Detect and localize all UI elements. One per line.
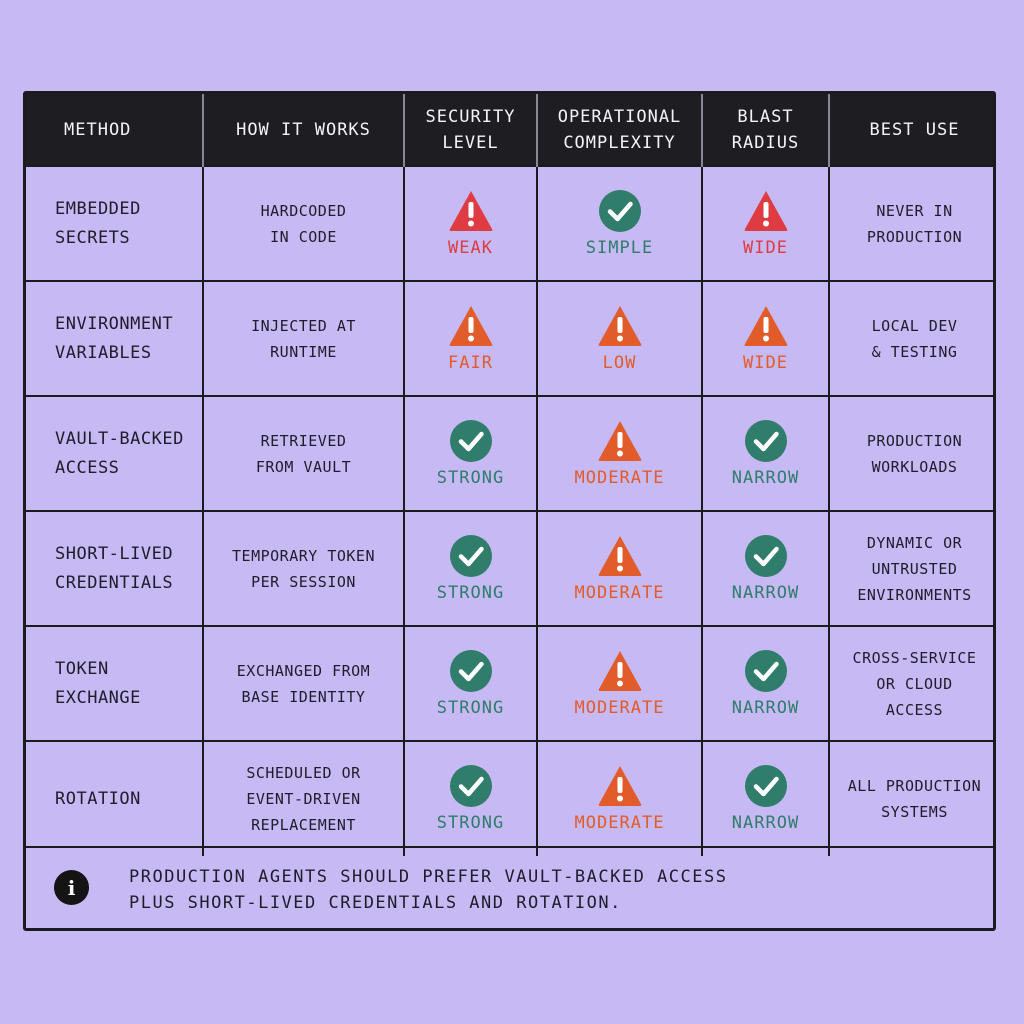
- secrets-methods-table: [26, 94, 996, 856]
- table-body: [26, 166, 996, 856]
- warning-icon: [597, 303, 643, 349]
- blast-radius-cell: [702, 166, 829, 281]
- method-name: EMBEDDED SECRETS: [55, 198, 141, 248]
- operational-complexity-label: LOW: [602, 352, 637, 373]
- security-level-label: STRONG: [436, 467, 505, 488]
- method-cell: [26, 166, 203, 281]
- security-level-label: FAIR: [448, 352, 493, 373]
- operational-complexity-cell: [537, 396, 702, 511]
- column-header-security-level: SECURITY LEVEL: [404, 94, 537, 166]
- best-use-text: CROSS-SERVICE OR CLOUD ACCESS: [852, 648, 977, 719]
- warning-icon: [448, 188, 494, 234]
- operational-complexity-rating: [544, 418, 695, 490]
- how-it-works-cell: [203, 281, 404, 396]
- how-it-works-text: HARDCODED IN CODE: [260, 201, 347, 246]
- info-icon: i: [54, 870, 89, 905]
- security-level-cell: [404, 626, 537, 741]
- how-it-works-text: RETRIEVED FROM VAULT: [255, 431, 352, 476]
- how-it-works-cell: [203, 166, 404, 281]
- best-use-cell: [829, 626, 996, 741]
- security-level-rating: [411, 533, 530, 605]
- security-level-cell: [404, 281, 537, 396]
- security-level-rating: [411, 763, 530, 835]
- operational-complexity-rating: [544, 648, 695, 720]
- method-cell: [26, 626, 203, 741]
- security-level-rating: [411, 188, 530, 260]
- operational-complexity-cell: [537, 626, 702, 741]
- how-it-works-cell: [203, 511, 404, 626]
- operational-complexity-cell: [537, 166, 702, 281]
- operational-complexity-cell: [537, 741, 702, 856]
- column-header-method: METHOD: [64, 119, 132, 140]
- blast-radius-rating: [709, 303, 822, 375]
- best-use-text: PRODUCTION WORKLOADS: [866, 431, 963, 476]
- security-level-cell: [404, 511, 537, 626]
- blast-radius-cell: [702, 396, 829, 511]
- blast-radius-rating: [709, 188, 822, 260]
- warning-icon: [743, 303, 789, 349]
- check-icon: [448, 648, 494, 694]
- operational-complexity-cell: [537, 511, 702, 626]
- blast-radius-label: NARROW: [731, 697, 800, 718]
- how-it-works-cell: [203, 396, 404, 511]
- how-it-works-cell: [203, 626, 404, 741]
- how-it-works-cell: [203, 741, 404, 856]
- blast-radius-label: WIDE: [743, 237, 788, 258]
- column-header-blast-radius: BLAST RADIUS: [702, 94, 829, 166]
- warning-icon: [448, 303, 494, 349]
- method-cell: [26, 396, 203, 511]
- table-row-rotation: [26, 741, 996, 856]
- best-use-text: ALL PRODUCTION SYSTEMS: [847, 777, 982, 821]
- security-level-rating: [411, 648, 530, 720]
- blast-radius-label: WIDE: [743, 352, 788, 373]
- warning-icon: [597, 763, 643, 809]
- footer-note-text: PRODUCTION AGENTS SHOULD PREFER VAULT-BACKED ACCESS PLUS SHORT-LIVED CREDENTIALS AND ROTATION.: [129, 867, 728, 913]
- table-header-row: [26, 94, 996, 166]
- warning-icon: [597, 533, 643, 579]
- security-level-label: WEAK: [448, 237, 493, 258]
- how-it-works-text: EXCHANGED FROM BASE IDENTITY: [236, 661, 371, 706]
- security-level-cell: [404, 741, 537, 856]
- best-use-cell: [829, 396, 996, 511]
- method-name: TOKEN EXCHANGE: [55, 658, 141, 708]
- operational-complexity-label: SIMPLE: [585, 237, 654, 258]
- security-level-cell: [404, 166, 537, 281]
- best-use-cell: [829, 511, 996, 626]
- comparison-card: [23, 91, 996, 931]
- method-cell: [26, 511, 203, 626]
- security-level-label: STRONG: [436, 813, 505, 833]
- best-use-cell: [829, 281, 996, 396]
- column-header-how-it-works: HOW IT WORKS: [203, 94, 404, 166]
- operational-complexity-label: MODERATE: [574, 582, 665, 603]
- how-it-works-text: SCHEDULED OR EVENT-DRIVEN REPLACEMENT: [246, 764, 361, 834]
- blast-radius-label: NARROW: [731, 467, 800, 488]
- blast-radius-rating: [709, 763, 822, 835]
- operational-complexity-label: MODERATE: [574, 813, 665, 833]
- table-row-token-exchange: [26, 626, 996, 741]
- warning-icon: [743, 188, 789, 234]
- security-level-label: STRONG: [436, 697, 505, 718]
- check-icon: [597, 188, 643, 234]
- operational-complexity-rating: [544, 303, 695, 375]
- operational-complexity-rating: [544, 188, 695, 260]
- best-use-text: LOCAL DEV & TESTING: [871, 316, 958, 361]
- best-use-text: DYNAMIC OR UNTRUSTED ENVIRONMENTS: [857, 533, 972, 604]
- blast-radius-cell: [702, 511, 829, 626]
- operational-complexity-label: MODERATE: [574, 467, 665, 488]
- table-row-short-lived-credentials: [26, 511, 996, 626]
- table-row-environment-variables: [26, 281, 996, 396]
- blast-radius-cell: [702, 281, 829, 396]
- blast-radius-cell: [702, 741, 829, 856]
- check-icon: [743, 533, 789, 579]
- method-name: ENVIRONMENT VARIABLES: [55, 313, 174, 363]
- table-row-embedded-secrets: [26, 166, 996, 281]
- best-use-cell: [829, 741, 996, 856]
- warning-icon: [597, 648, 643, 694]
- how-it-works-text: TEMPORARY TOKEN PER SESSION: [232, 546, 375, 591]
- blast-radius-rating: [709, 533, 822, 605]
- security-level-rating: [411, 418, 530, 490]
- column-header-best-use: BEST USE: [829, 94, 996, 166]
- check-icon: [448, 763, 494, 809]
- check-icon: [743, 763, 789, 809]
- blast-radius-label: NARROW: [731, 813, 800, 833]
- blast-radius-label: NARROW: [731, 582, 800, 603]
- check-icon: [743, 648, 789, 694]
- operational-complexity-rating: [544, 533, 695, 605]
- check-icon: [743, 418, 789, 464]
- method-cell: [26, 741, 203, 856]
- security-level-cell: [404, 396, 537, 511]
- method-name: ROTATION: [55, 788, 141, 809]
- method-name: VAULT-BACKED ACCESS: [55, 428, 184, 478]
- operational-complexity-label: MODERATE: [574, 697, 665, 718]
- blast-radius-cell: [702, 626, 829, 741]
- operational-complexity-cell: [537, 281, 702, 396]
- method-name: SHORT-LIVED CREDENTIALS: [55, 543, 174, 593]
- best-use-cell: [829, 166, 996, 281]
- blast-radius-rating: [709, 648, 822, 720]
- operational-complexity-rating: [544, 763, 695, 835]
- how-it-works-text: INJECTED AT RUNTIME: [251, 316, 356, 361]
- check-icon: [448, 418, 494, 464]
- table-row-vault-backed-access: [26, 396, 996, 511]
- security-level-rating: [411, 303, 530, 375]
- blast-radius-rating: [709, 418, 822, 490]
- footer-note: [26, 846, 993, 928]
- warning-icon: [597, 418, 643, 464]
- column-header-operational-complexity: OPERATIONAL COMPLEXITY: [537, 94, 702, 166]
- check-icon: [448, 533, 494, 579]
- method-cell: [26, 281, 203, 396]
- best-use-text: NEVER IN PRODUCTION: [866, 201, 963, 246]
- security-level-label: STRONG: [436, 582, 505, 603]
